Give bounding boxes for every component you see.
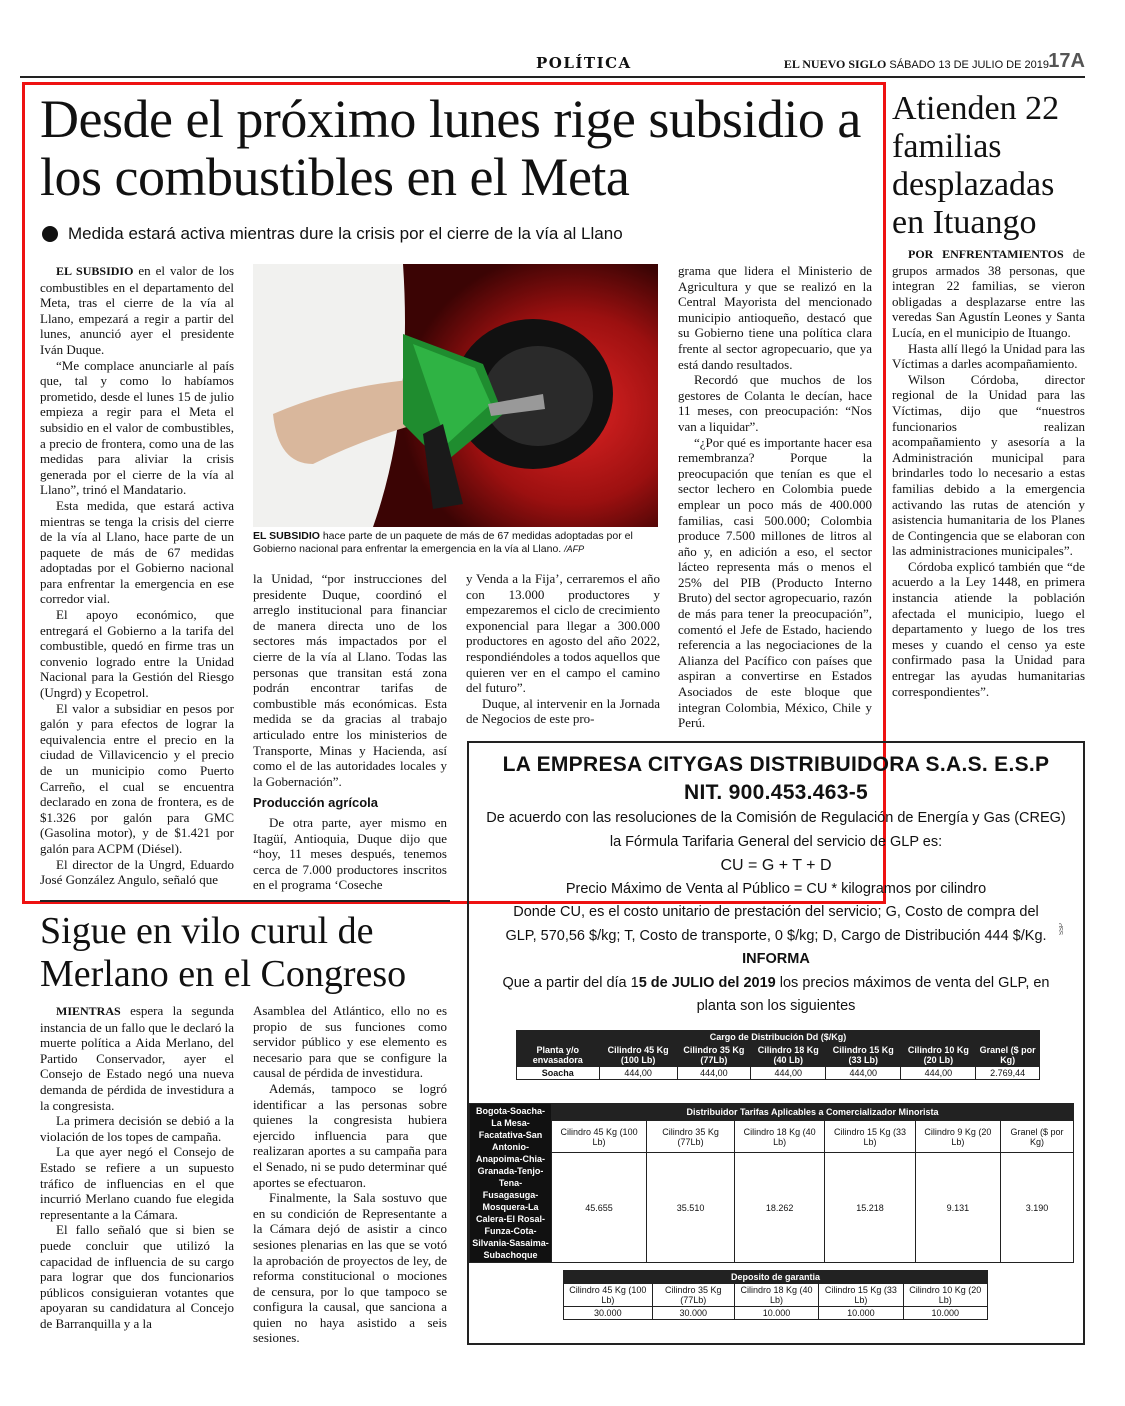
paragraph: Duque, al intervenir en la Jornada de Negocios de este pro- <box>466 695 660 727</box>
table-title: Distribuidor Tarifas Aplicables a Comercializador Minorista <box>552 1104 1074 1121</box>
issue-date: SÁBADO 13 DE JULIO DE 2019 <box>889 59 1049 71</box>
table-header: Cilindro 45 Kg (100 Lb) <box>564 1284 653 1307</box>
retail-tariff-table <box>469 1103 1074 1263</box>
table-header: Cilindro 45 Kg (100 Lb) <box>599 1044 677 1067</box>
table-cell: 444,00 <box>677 1067 751 1080</box>
paragraph: grama que lidera el Ministerio de Agricultura y que se realizó en la Central Mayorista del mencionado municipio antioqueño, destacó que su Gobierno tiene una política clara frente al sector agropecuario, que ya está dando resultados. <box>678 263 872 372</box>
table-header: Cilindro 15 Kg (33 Lb) <box>819 1284 903 1307</box>
main-column-2 <box>253 571 447 893</box>
table-header: Cilindro 18 Kg (40 Lb) <box>734 1284 818 1307</box>
merlano-headline: Sigue en vilo curul de Merlano en el Congreso <box>40 910 407 995</box>
table-cell: 10.000 <box>903 1307 987 1320</box>
table-header: Cilindro 10 Kg (20 Lb) <box>901 1044 976 1067</box>
ad-text-part: Que a partir del día 1 <box>502 974 639 991</box>
table-cell: Soacha <box>517 1067 600 1080</box>
section-label: POLÍTICA <box>536 54 632 72</box>
photo-credit: /AFP <box>564 544 585 554</box>
page-number: 17A <box>1048 50 1085 72</box>
table-header: Cilindro 45 Kg (100 Lb) <box>552 1121 647 1153</box>
table-header: Cilindro 15 Kg (33 Lb) <box>825 1121 915 1153</box>
paragraph: “Me complace anunciarle al país que, tal y como lo habíamos prometido, desde el lunes 15 de julio empieza a regir para el Meta el subsidio en el valor de combustibles, a precio de frontera, como una de las medidas para aliviar la crisis generada por el cierre de la vía al Llano”, trinó el Mandatario. <box>40 357 234 498</box>
table-cell: 30.000 <box>652 1307 734 1320</box>
deposit-table <box>563 1270 988 1320</box>
table-title: Cargo de Distribución Dd ($/Kg) <box>517 1031 1040 1044</box>
main-subhead <box>42 224 862 244</box>
paragraph: Wilson Córdoba, director regional de la Unidad para las Víctimas, dijo que “nuestros funcionarios realizan acompañamiento y asesoría a la Administración municipal para brindarles todo lo necesario a estas familias debido a la emergencia activando las rutas de atención y asistencia humanitaria de los Planes de Contingencia que se elaboran con las administraciones municipales”. <box>892 371 1085 559</box>
side-headline: Atienden 22 familias desplazadas en Ituango <box>892 90 1060 242</box>
table-header: Cilindro 18 Kg (40 Lb) <box>751 1044 826 1067</box>
paragraph: El director de la Ungrd, Eduardo José González Angulo, señaló que <box>40 856 234 888</box>
paragraph: la Unidad, “por instrucciones del presidente Duque, coordinó el arreglo institucional para financiar de manera directa uno de los sectores más impactados por el cierre de la vía al Llano. Todas las personas que transitan está zona podrán encontrar tarifas de combustible más económicas. Esta medida se da gracias al trabajo articulado entre los ministerios de Transporte, Minas y Hacienda, así como el de las autoridades locales y la Gobernación”. <box>253 571 447 789</box>
table-header: Cilindro 18 Kg (40 Lb) <box>735 1121 825 1153</box>
paragraph: de grupos armados 38 personas, que integran 22 familias, se vieron obligadas a desplazarse entre las veredas San Agustín Leones y Santa Lucía, en el municipio de Ituango. <box>892 246 1085 340</box>
paragraph: Además, tampoco se logró identificar a las personas sobre quienes la congresista hubiera ejercido influencia para que realizaran aportes a su campaña para el Senado, ni se pudo determinar qué aportes se efectuaron. <box>253 1080 447 1190</box>
ad-line: la Fórmula Tarifaria General del servicio de GLP es: <box>609 833 943 850</box>
main-column-1 <box>40 263 234 888</box>
ad-company-name: LA EMPRESA CITYGAS DISTRIBUIDORA S.A.S. E.S.P <box>502 753 1050 776</box>
side-column <box>892 246 1085 699</box>
subhead-text: Medida estará activa mientras dure la crisis por el cierre de la vía al Llano <box>68 224 623 243</box>
ad-date: 5 de JULIO del 2019 <box>638 974 776 991</box>
masthead <box>784 57 1049 72</box>
table-title: Deposito de garantia <box>564 1271 988 1284</box>
table-cell: 9.131 <box>915 1153 1000 1263</box>
paragraph: El fallo señaló que si bien se puede concluir que utilizó la capacidad de influencia de su cargo para lograr que dos funcionarios públicos consiguieran votantes que apoyaran su candidatura al Concejo de Barranquilla y a la <box>40 1222 234 1331</box>
table-header: Cilindro 9 Kg (20 Lb) <box>915 1121 1000 1153</box>
ad-informa: INFORMA <box>742 951 810 967</box>
paragraph: La primera decisión se debió a la violación de los topes de campaña. <box>40 1113 234 1144</box>
fuel-nozzle-photo <box>253 264 658 527</box>
main-column-4 <box>678 263 872 731</box>
ssp-seal: SSP <box>1059 922 1065 935</box>
table-cell: 444,00 <box>826 1067 901 1080</box>
paragraph: Finalmente, la Sala sostuvo que en su condición de Representante a la Cámara dejó de asistir a cinco sesiones plenarias en las que se votó la aprobación de proyectos de ley, de reforma constitucional o mociones de censura, por lo que tampoco se configura la causal, que sanciona a quien no haya asistido a seis sesiones. <box>253 1190 447 1346</box>
ad-line: Donde CU, es el costo unitario de prestación del servicio; G, Costo de compra del <box>513 904 1039 920</box>
caption-lead: EL SUBSIDIO <box>253 530 320 542</box>
table-header: Cilindro 10 Kg (20 Lb) <box>903 1284 987 1307</box>
paragraph: “¿Por qué es importante hacer esa remembranza? Porque la preocupación que tenían es que el sector lechero en Colombia puede emplear un poco más de 400.000 familias, casi 500.000; Colombia produce 7.500 millones de litros al año y, en adición a eso, el sector lácteo representa más o menos el 25% del PIB (Producto Interno Bruto) del sector agropecuario, razón de más para tener la preocupación”, comentó el Jefe de Estado, haciendo referencia a las negociaciones de la Alianza del Pacífico con países que aspiran a convertirse en Estados Asociados de este bloque que integran Colombia, México, Chile y Perú. <box>678 434 872 731</box>
table-cell: 444,00 <box>751 1067 826 1080</box>
story-divider <box>40 900 450 902</box>
paragraph: Esta medida, que estará activa mientras se tenga la crisis del cierre de la vía al Llano, hace parte de un paquete de más de 67 medidas adoptadas por el Gobierno nacional para enfrentar la emergencia en ese corredor vial. <box>40 497 234 607</box>
paper-name: EL NUEVO SIGLO <box>783 57 887 71</box>
paragraph: El apoyo económico, que entregará el Gobierno a la tarifa del combustible, quedó en firme tras un convenio logrado entre la Unidad Nacional para la Gestión del Riesgo (Ungrd) y Ecopetrol. <box>40 607 234 701</box>
table-cell: 10.000 <box>819 1307 903 1320</box>
table-header: Granel ($ por Kg) <box>976 1044 1040 1067</box>
lead-words: POR ENFRENTAMIENTOS <box>908 247 1064 261</box>
lead-words: MIENTRAS <box>56 1004 121 1018</box>
table-row <box>564 1307 988 1320</box>
paragraph: Hasta allí llegó la Unidad para las Víctimas a darles acompañamiento. <box>892 340 1085 372</box>
paragraph: en el valor de los combustibles en el departamento del Meta, tras el cierre de la vía al Llano, empezará a regir a partir del lunes, anunció ayer el presidente Iván Duque. <box>40 263 235 357</box>
paragraph: espera la segunda instancia de un fallo que le declaró la muerte política a Aida Merlano, del Partido Conservador, ayer el Consejo de Estado negó una nueva demanda de pérdida de investidura a la congresista. <box>40 1003 234 1113</box>
paragraph: y Venda a la Fija’, cerraremos el año con 13.000 productores y empezaremos el ciclo de crecimiento exponencial para llegar a 300.000 productores en agosto del año 2022, respondiéndoles a todos aquellos que quieren ver en el campo el camino del futuro”. <box>466 571 660 696</box>
citygas-advertisement <box>467 741 1085 1345</box>
paragraph: Córdoba explicó también que “de acuerdo a la Ley 1448, en primera instancia atiende la población afectada el municipio, luego el departamento y luego de los tres meses y cuando el censo ya este confirmado pasa la Unidad para entregar las ayudas humanitarias correspondientes”. <box>892 558 1085 699</box>
section-subtitle: Producción agrícola <box>253 795 378 811</box>
table-cell: 15.218 <box>825 1153 915 1263</box>
paragraph: Asamblea del Atlántico, ello no es propio de sus funciones como servidor público y ese elemento es necesario para que se configure la causal de pérdida de investidura. <box>253 1003 447 1081</box>
ad-text-part: los precios máximos de venta del GLP, en <box>775 974 1050 991</box>
ad-line: planta son los siguientes <box>696 998 856 1014</box>
merlano-column-2 <box>253 1003 447 1346</box>
table-cell: 3.190 <box>1001 1153 1074 1263</box>
page-header <box>20 50 1085 78</box>
table-header: Cilindro 35 Kg (77Lb) <box>677 1044 751 1067</box>
ad-formula: CU = G + T + D <box>720 857 832 874</box>
paragraph: El valor a subsidiar en pesos por galón y para efectos de lograr la equivalencia entre el precio en la ciudad de Villavicencio y el precio de un municipio como Puerto Carreño, el cual se encuentra declarado en zona de frontera, es de $1.326 por galón para GMC (Gasolina motor), y de $1.421 por galón para ACPM (Diésel). <box>40 700 234 856</box>
table-cell: 45.655 <box>552 1153 647 1263</box>
merlano-column-1 <box>40 1003 234 1331</box>
lead-words: EL SUBSIDIO <box>56 264 134 278</box>
paragraph: De otra parte, ayer mismo en Itagüí, Antioquia, Duque dijo que “hoy, 11 meses después, tenemos cerca de 7.000 productores inscritos en el programa ‘Coseche <box>253 814 447 893</box>
table-cell: 35.510 <box>647 1153 735 1263</box>
caption-text: hace parte de un paquete de más de 67 medidas adoptadas por el Gobierno nacional para enfrentar la emergencia en la vía al Llano. <box>253 530 633 555</box>
table-header: Granel ($ por Kg) <box>1001 1121 1074 1153</box>
table-header: Cilindro 15 Kg (33 Lb) <box>826 1044 901 1067</box>
table-header: Cilindro 35 Kg (77Lb) <box>652 1284 734 1307</box>
table-cell: 2.769,44 <box>976 1067 1040 1080</box>
main-column-3 <box>466 571 660 727</box>
photo-caption <box>253 530 663 556</box>
bullet-icon <box>42 226 58 242</box>
ad-line: De acuerdo con las resoluciones de la Comisión de Regulación de Energía y Gas (CREG) <box>486 810 1066 826</box>
table-row <box>470 1153 1074 1263</box>
ad-line: Precio Máximo de Venta al Público = CU * kilogramos por cilindro <box>565 880 987 897</box>
table-cell: 30.000 <box>564 1307 653 1320</box>
city-list: Bogota-Soacha-La Mesa-Facatativa-San Antonio-Anapoima-Chia-Granada-Tenjo-Tena-Fusagasuga-Mosquera-La Calera-El Rosal-Funza-Cota-Silvania-Sasaima-Subachoque <box>470 1104 552 1263</box>
table-cell: 444,00 <box>901 1067 976 1080</box>
paragraph: La que ayer negó el Consejo de Estado se refiere a un supuesto tráfico de influencias en el que incurrió Merlano cuando fue elegida representante a la Cámara. <box>40 1144 234 1222</box>
ad-nit: NIT. 900.453.463-5 <box>683 781 869 804</box>
table-cell: 10.000 <box>734 1307 818 1320</box>
paragraph: Recordó que muchos de los gestores de Colanta le decían, hace 11 meses, con preocupación: “Nos van a liquidar”. <box>678 372 872 434</box>
distribution-charge-table <box>516 1030 1040 1080</box>
table-cell: 444,00 <box>599 1067 677 1080</box>
table-header: Cilindro 35 Kg (77Lb) <box>647 1121 735 1153</box>
table-header: Planta y/o envasadora <box>517 1044 600 1067</box>
main-headline: Desde el próximo lunes rige subsidio a los combustibles en el Meta <box>40 89 861 208</box>
table-cell: 18.262 <box>735 1153 825 1263</box>
table-row <box>517 1067 1040 1080</box>
ad-line: GLP, 570,56 $/kg; T, Costo de transporte, 0 $/kg; D, Cargo de Distribución 444 $/Kg. <box>505 927 1047 944</box>
ad-line <box>479 972 1073 996</box>
